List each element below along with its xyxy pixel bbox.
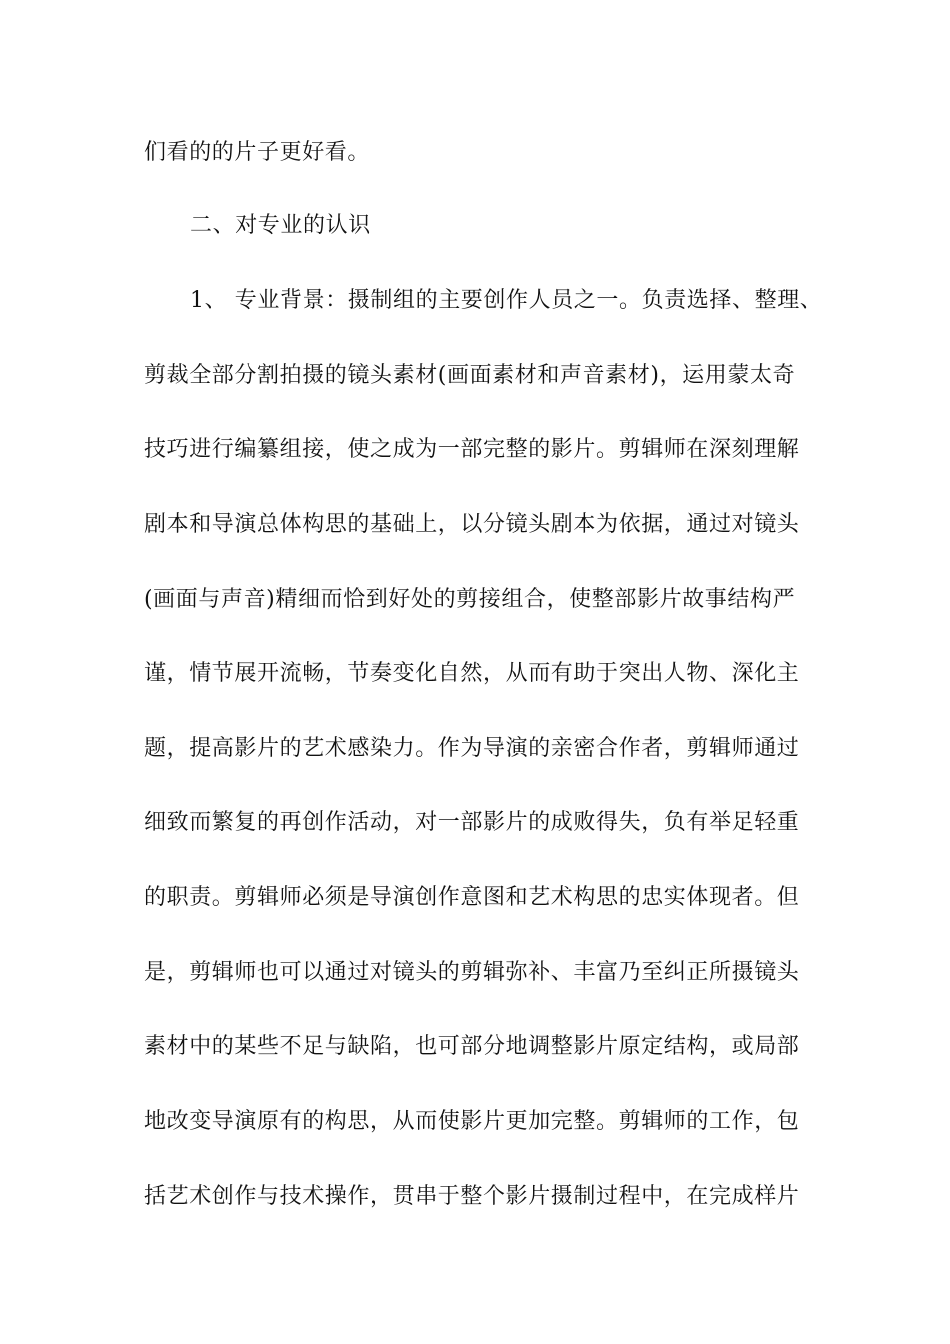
- text-line-1: 们看的的片子更好看。: [144, 140, 371, 165]
- text-line-10: 细致而繁复的再创作活动，对一部影片的成败得失，负有举足轻重: [144, 810, 800, 835]
- section-heading: 二、对专业的认识: [190, 213, 371, 238]
- text-line-11: 的职责。剪辑师必须是导演创作意图和艺术构思的忠实体现者。但: [144, 885, 800, 910]
- text-line-6: 剧本和导演总体构思的基础上，以分镜头剧本为依据，通过对镜头: [144, 512, 800, 537]
- text-line-15: 括艺术创作与技术操作，贯串于整个影片摄制过程中，在完成样片: [144, 1184, 800, 1209]
- text-line-5: 技巧进行编纂组接，使之成为一部完整的影片。剪辑师在深刻理解: [144, 437, 800, 462]
- text-line-14: 地改变导演原有的构思，从而使影片更加完整。剪辑师的工作，包: [144, 1109, 800, 1134]
- text-line-8: 谨，情节展开流畅，节奏变化自然，从而有助于突出人物、深化主: [144, 661, 800, 686]
- text-line-3: 1、 专业背景：摄制组的主要创作人员之一。负责选择、整理、: [190, 288, 823, 313]
- text-line-7: (画面与声音)精细而恰到好处的剪接组合，使整部影片故事结构严: [144, 587, 796, 612]
- text-line-9: 题，提高影片的艺术感染力。作为导演的亲密合作者，剪辑师通过: [144, 736, 800, 761]
- text-line-4: 剪裁全部分割拍摄的镜头素材(画面素材和声音素材)，运用蒙太奇: [144, 363, 796, 388]
- text-line-13: 素材中的某些不足与缺陷，也可部分地调整影片原定结构，或局部: [144, 1034, 800, 1059]
- text-line-12: 是，剪辑师也可以通过对镜头的剪辑弥补、丰富乃至纠正所摄镜头: [144, 960, 800, 985]
